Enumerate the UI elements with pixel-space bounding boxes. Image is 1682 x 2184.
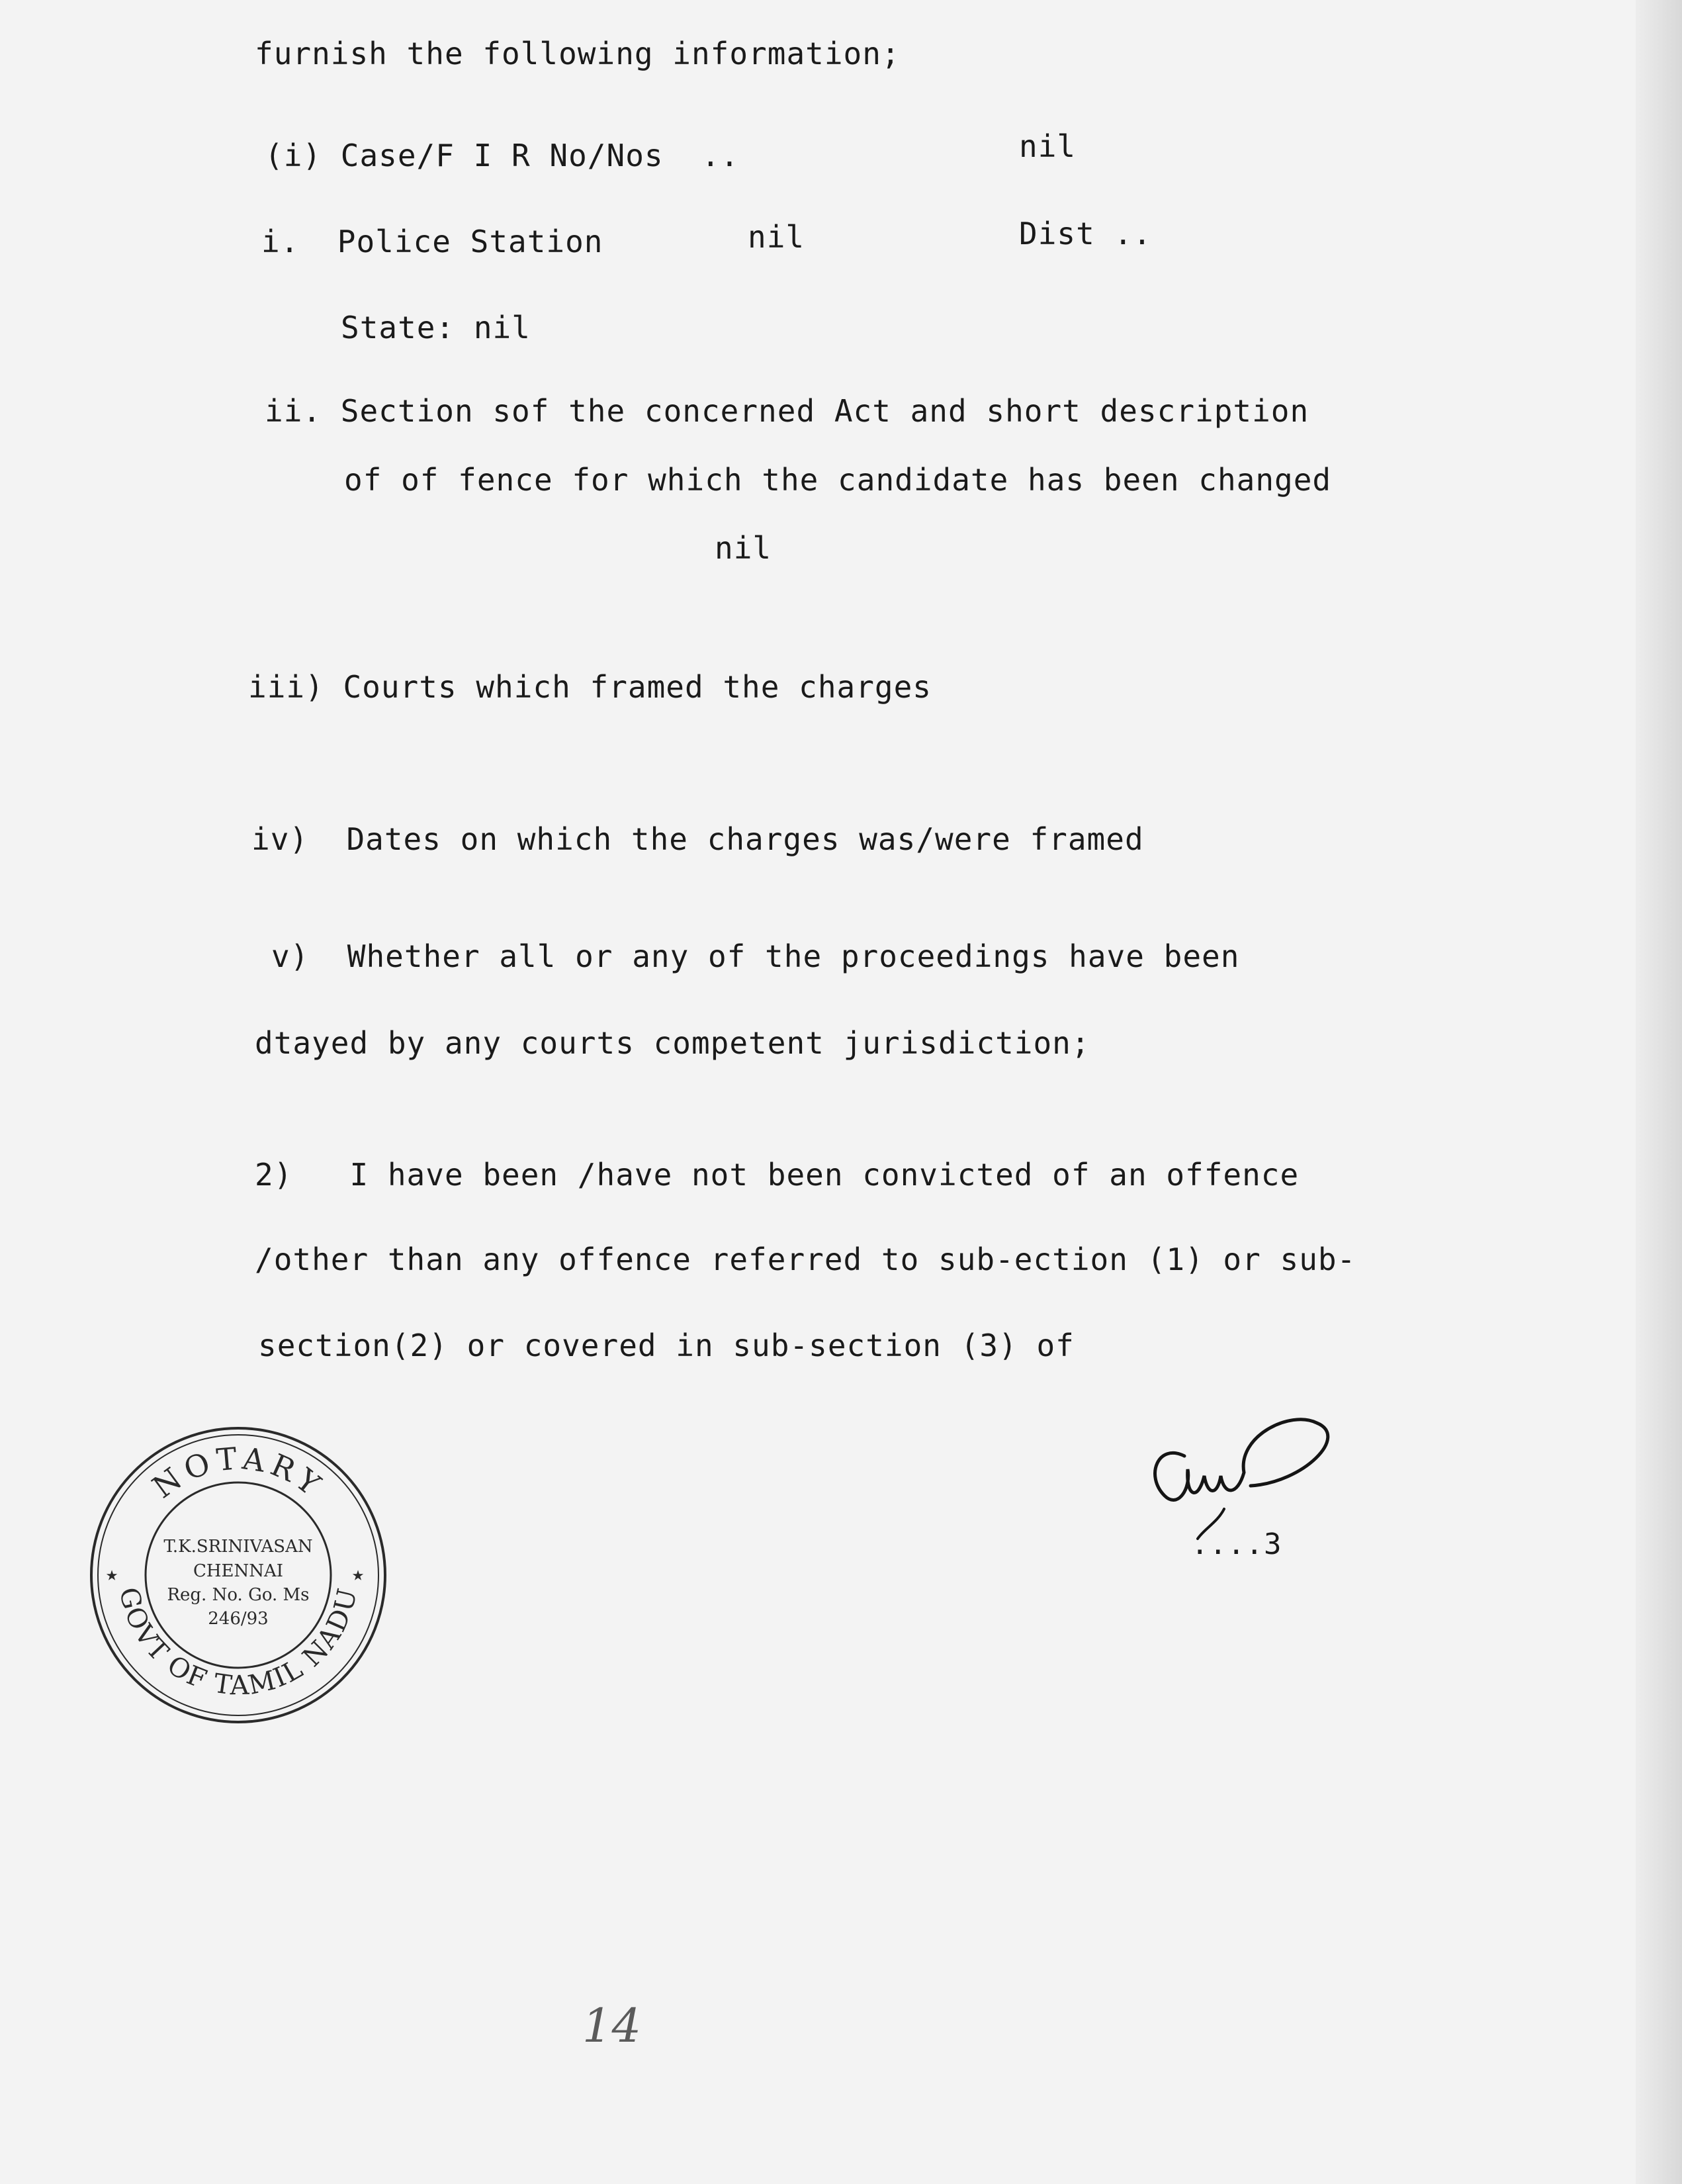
dates-line: iv) Dates on which the charges was/were framed	[251, 821, 1144, 857]
conviction-line-3: section(2) or covered in sub-section (3) of	[258, 1328, 1075, 1363]
section-value: nil	[715, 530, 772, 566]
conviction-line-1: 2) I have been /have not been convicted of an offence	[255, 1157, 1300, 1193]
case-fir-value: nil	[1019, 128, 1077, 164]
proceedings-line-2: dtayed by any courts competent jurisdiction;	[255, 1025, 1090, 1061]
signature	[1138, 1396, 1363, 1549]
notary-seal	[86, 1423, 390, 1727]
seal-number: 246/93	[208, 1609, 269, 1629]
district-label: Dist ..	[1019, 216, 1152, 251]
courts-line: iii) Courts which framed the charges	[248, 669, 932, 705]
case-fir-label: (i) Case/F I R No/Nos ..	[265, 138, 740, 173]
continuation-marker: ....3	[1191, 1527, 1282, 1561]
state-line: State: nil	[341, 310, 531, 345]
seal-top-text: NOTARY	[146, 1440, 332, 1506]
seal-bottom-text: GOVT OF TAMIL NADU	[112, 1584, 364, 1702]
section-line-2: of of fence for which the candidate has been changed	[344, 462, 1332, 498]
intro-line: furnish the following information;	[255, 36, 901, 71]
seal-city: CHENNAI	[193, 1561, 284, 1581]
page-number: 14	[582, 1999, 642, 2053]
police-station-value: nil	[748, 219, 805, 255]
police-station-label: i. Police Station	[261, 224, 603, 259]
section-line-1: ii. Section sof the concerned Act and short description	[265, 393, 1309, 429]
star-left-icon: ★	[106, 1563, 118, 1586]
seal-reg: Reg. No. Go. Ms	[167, 1585, 310, 1605]
seal-name: T.K.SRINIVASAN	[163, 1537, 313, 1557]
proceedings-line-1: v) Whether all or any of the proceedings have been	[271, 938, 1240, 974]
conviction-line-2: /other than any offence referred to sub-ection (1) or sub-	[255, 1242, 1356, 1277]
star-right-icon: ★	[352, 1563, 365, 1586]
scan-edge-shadow	[1636, 0, 1682, 2184]
